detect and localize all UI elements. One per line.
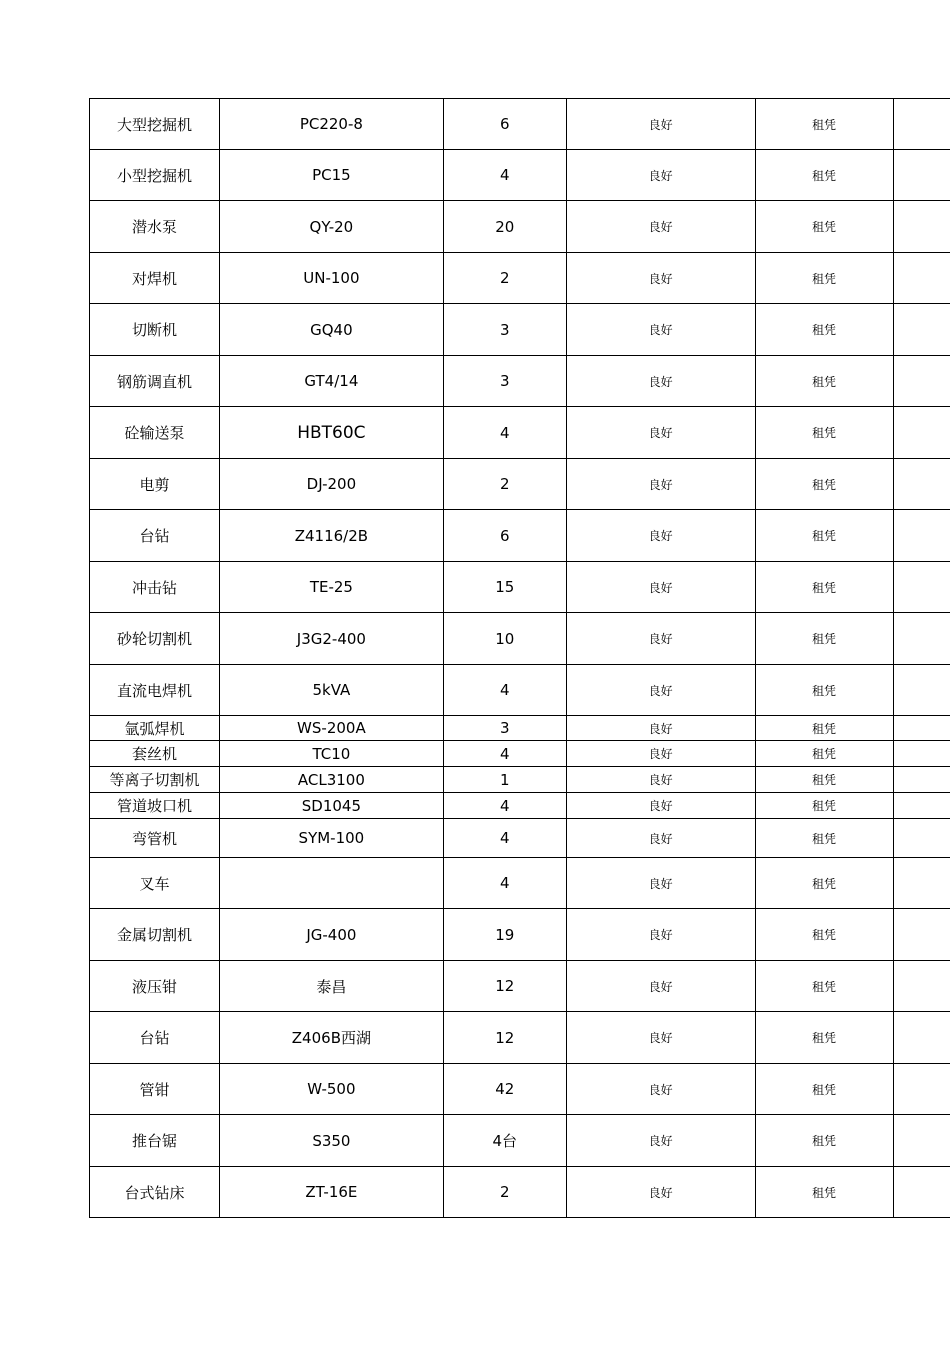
equipment-name: 砼输送泵: [90, 407, 220, 459]
table-row: [90, 716, 950, 741]
equipment-source: 租凭: [755, 510, 893, 562]
blank-cell: [893, 253, 950, 304]
equipment-model: QY-20: [219, 201, 443, 253]
blank-cell: [893, 819, 950, 858]
blank-cell: [893, 858, 950, 909]
equipment-model: J3G2-400: [219, 613, 443, 665]
table-row: [90, 1012, 950, 1064]
equipment-name: 管钳: [90, 1064, 220, 1115]
equipment-condition: 良好: [566, 858, 755, 909]
table-row: [90, 613, 950, 665]
equipment-name: 大型挖掘机: [90, 99, 220, 150]
equipment-name: 推台锯: [90, 1115, 220, 1167]
equipment-model: WS-200A: [219, 716, 443, 741]
equipment-quantity: 1: [443, 767, 566, 793]
equipment-source: 租凭: [755, 793, 893, 819]
table-row: [90, 858, 950, 909]
equipment-condition: 良好: [566, 1167, 755, 1218]
equipment-model: SD1045: [219, 793, 443, 819]
equipment-source: 租凭: [755, 150, 893, 201]
equipment-model: S350: [219, 1115, 443, 1167]
equipment-source: 租凭: [755, 665, 893, 716]
table-row: [90, 665, 950, 716]
equipment-source: 租凭: [755, 201, 893, 253]
equipment-name: 砂轮切割机: [90, 613, 220, 665]
equipment-model: W-500: [219, 1064, 443, 1115]
equipment-quantity: 42: [443, 1064, 566, 1115]
equipment-table: [89, 98, 950, 1218]
equipment-source: 租凭: [755, 253, 893, 304]
blank-cell: [893, 793, 950, 819]
equipment-source: 租凭: [755, 562, 893, 613]
equipment-condition: 良好: [566, 716, 755, 741]
blank-cell: [893, 1115, 950, 1167]
equipment-source: 租凭: [755, 99, 893, 150]
equipment-model: DJ-200: [219, 459, 443, 510]
equipment-quantity: 3: [443, 356, 566, 407]
table-row: [90, 1167, 950, 1218]
blank-cell: [893, 510, 950, 562]
equipment-quantity: 15: [443, 562, 566, 613]
equipment-condition: 良好: [566, 1064, 755, 1115]
blank-cell: [893, 407, 950, 459]
equipment-name: 弯管机: [90, 819, 220, 858]
equipment-condition: 良好: [566, 819, 755, 858]
equipment-quantity: 10: [443, 613, 566, 665]
equipment-name: 小型挖掘机: [90, 150, 220, 201]
equipment-quantity: 4: [443, 407, 566, 459]
equipment-source: 租凭: [755, 767, 893, 793]
table-row: [90, 562, 950, 613]
equipment-quantity: 3: [443, 304, 566, 356]
equipment-source: 租凭: [755, 1167, 893, 1218]
equipment-source: 租凭: [755, 459, 893, 510]
blank-cell: [893, 961, 950, 1012]
equipment-name: 氩弧焊机: [90, 716, 220, 741]
equipment-name: 管道坡口机: [90, 793, 220, 819]
equipment-name: 直流电焊机: [90, 665, 220, 716]
equipment-condition: 良好: [566, 1115, 755, 1167]
equipment-name: 台式钻床: [90, 1167, 220, 1218]
blank-cell: [893, 1064, 950, 1115]
equipment-name: 钢筋调直机: [90, 356, 220, 407]
equipment-condition: 良好: [566, 253, 755, 304]
table-row: [90, 793, 950, 819]
equipment-source: 租凭: [755, 716, 893, 741]
table-row: [90, 407, 950, 459]
equipment-condition: 良好: [566, 741, 755, 767]
equipment-condition: 良好: [566, 304, 755, 356]
table-row: [90, 459, 950, 510]
blank-cell: [893, 459, 950, 510]
blank-cell: [893, 201, 950, 253]
equipment-source: 租凭: [755, 1012, 893, 1064]
equipment-name: 切断机: [90, 304, 220, 356]
equipment-model: GT4/14: [219, 356, 443, 407]
equipment-source: 租凭: [755, 613, 893, 665]
equipment-condition: 良好: [566, 407, 755, 459]
equipment-quantity: 12: [443, 961, 566, 1012]
equipment-condition: 良好: [566, 201, 755, 253]
blank-cell: [893, 99, 950, 150]
table-row: [90, 510, 950, 562]
equipment-quantity: 19: [443, 909, 566, 961]
table-row: [90, 1064, 950, 1115]
equipment-quantity: 2: [443, 459, 566, 510]
blank-cell: [893, 562, 950, 613]
equipment-quantity: 4: [443, 741, 566, 767]
blank-cell: [893, 1012, 950, 1064]
equipment-condition: 良好: [566, 665, 755, 716]
equipment-model: 5kVA: [219, 665, 443, 716]
equipment-model: [219, 858, 443, 909]
equipment-name: 潜水泵: [90, 201, 220, 253]
blank-cell: [893, 767, 950, 793]
table-row: [90, 150, 950, 201]
equipment-model: TC10: [219, 741, 443, 767]
equipment-source: 租凭: [755, 741, 893, 767]
equipment-condition: 良好: [566, 510, 755, 562]
equipment-model: ACL3100: [219, 767, 443, 793]
equipment-condition: 良好: [566, 150, 755, 201]
equipment-model: TE-25: [219, 562, 443, 613]
equipment-quantity: 6: [443, 99, 566, 150]
equipment-name: 冲击钻: [90, 562, 220, 613]
blank-cell: [893, 909, 950, 961]
equipment-name: 台钻: [90, 1012, 220, 1064]
equipment-model: PC15: [219, 150, 443, 201]
equipment-model: GQ40: [219, 304, 443, 356]
equipment-model: 泰昌: [219, 961, 443, 1012]
table-row: [90, 304, 950, 356]
equipment-name: 等离子切割机: [90, 767, 220, 793]
equipment-model: SYM-100: [219, 819, 443, 858]
equipment-source: 租凭: [755, 304, 893, 356]
equipment-name: 液压钳: [90, 961, 220, 1012]
equipment-quantity: 2: [443, 253, 566, 304]
blank-cell: [893, 741, 950, 767]
equipment-quantity: 4: [443, 150, 566, 201]
equipment-source: 租凭: [755, 1115, 893, 1167]
equipment-condition: 良好: [566, 767, 755, 793]
equipment-condition: 良好: [566, 909, 755, 961]
equipment-name: 金属切割机: [90, 909, 220, 961]
equipment-model: PC220-8: [219, 99, 443, 150]
equipment-quantity: 12: [443, 1012, 566, 1064]
equipment-name: 电剪: [90, 459, 220, 510]
table-row: [90, 201, 950, 253]
blank-cell: [893, 304, 950, 356]
equipment-quantity: 4: [443, 793, 566, 819]
equipment-table-body: [90, 99, 950, 1218]
equipment-condition: 良好: [566, 1012, 755, 1064]
equipment-quantity: 2: [443, 1167, 566, 1218]
equipment-model: JG-400: [219, 909, 443, 961]
equipment-condition: 良好: [566, 99, 755, 150]
equipment-condition: 良好: [566, 613, 755, 665]
equipment-name: 对焊机: [90, 253, 220, 304]
table-row: [90, 741, 950, 767]
equipment-quantity: 4台: [443, 1115, 566, 1167]
blank-cell: [893, 613, 950, 665]
table-row: [90, 767, 950, 793]
equipment-name: 套丝机: [90, 741, 220, 767]
equipment-condition: 良好: [566, 356, 755, 407]
equipment-quantity: 4: [443, 819, 566, 858]
equipment-source: 租凭: [755, 858, 893, 909]
equipment-source: 租凭: [755, 909, 893, 961]
equipment-name: 叉车: [90, 858, 220, 909]
table-row: [90, 99, 950, 150]
table-row: [90, 253, 950, 304]
equipment-condition: 良好: [566, 961, 755, 1012]
equipment-quantity: 3: [443, 716, 566, 741]
table-row: [90, 819, 950, 858]
equipment-quantity: 6: [443, 510, 566, 562]
equipment-quantity: 4: [443, 665, 566, 716]
equipment-quantity: 4: [443, 858, 566, 909]
equipment-name: 台钻: [90, 510, 220, 562]
table-row: [90, 1115, 950, 1167]
equipment-model: UN-100: [219, 253, 443, 304]
equipment-condition: 良好: [566, 562, 755, 613]
equipment-quantity: 20: [443, 201, 566, 253]
equipment-model: ZT-16E: [219, 1167, 443, 1218]
equipment-source: 租凭: [755, 407, 893, 459]
table-row: [90, 356, 950, 407]
blank-cell: [893, 150, 950, 201]
equipment-source: 租凭: [755, 356, 893, 407]
equipment-condition: 良好: [566, 793, 755, 819]
blank-cell: [893, 716, 950, 741]
blank-cell: [893, 356, 950, 407]
equipment-model: Z406B西湖: [219, 1012, 443, 1064]
table-row: [90, 961, 950, 1012]
equipment-condition: 良好: [566, 459, 755, 510]
equipment-model: HBT60C: [219, 407, 443, 459]
equipment-source: 租凭: [755, 819, 893, 858]
equipment-source: 租凭: [755, 1064, 893, 1115]
table-row: [90, 909, 950, 961]
equipment-source: 租凭: [755, 961, 893, 1012]
blank-cell: [893, 1167, 950, 1218]
equipment-model: Z4116/2B: [219, 510, 443, 562]
blank-cell: [893, 665, 950, 716]
